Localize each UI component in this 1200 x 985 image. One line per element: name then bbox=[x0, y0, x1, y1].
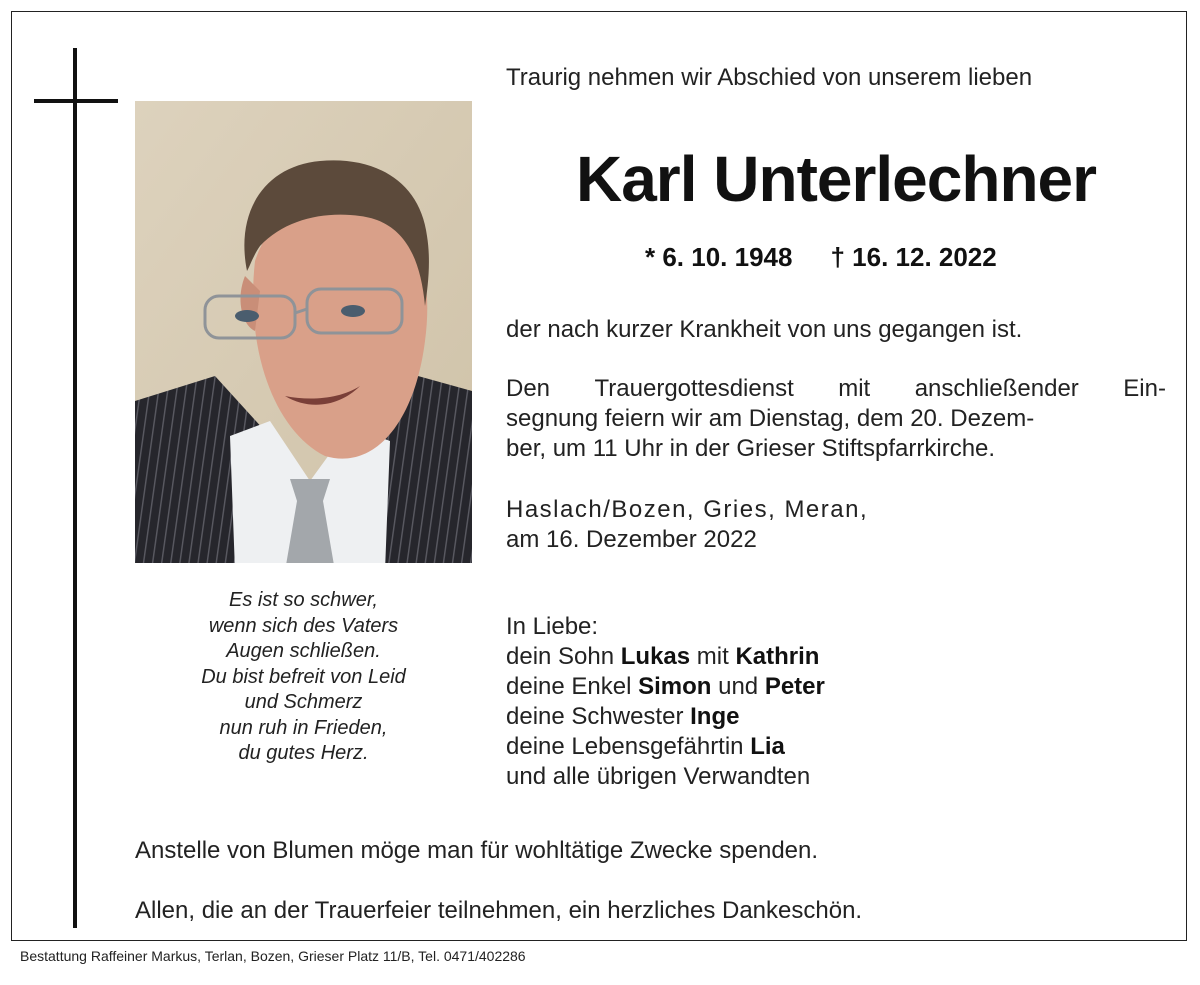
poem-line: Augen schließen. bbox=[226, 640, 381, 662]
relative-name: Kathrin bbox=[735, 643, 820, 670]
life-dates bbox=[645, 242, 997, 273]
place-date bbox=[506, 495, 868, 555]
relation-text: dein Sohn bbox=[506, 643, 621, 670]
family-sister bbox=[506, 702, 825, 732]
funeral-home-footer: Bestattung Raffeiner Markus, Terlan, Bozen, Grieser Platz 11/B, Tel. 0471/402286 bbox=[20, 948, 526, 964]
family-partner bbox=[506, 732, 825, 762]
poem-line: Es ist so schwer, bbox=[229, 589, 378, 611]
donation-note: Anstelle von Blumen möge man für wohltätige Zwecke spenden. bbox=[135, 837, 819, 864]
service-word: Trauergottesdienst bbox=[594, 375, 794, 402]
relation-text: deine Lebensgefährtin bbox=[506, 733, 751, 760]
relative-name: Lukas bbox=[620, 643, 691, 670]
service-word: Den bbox=[506, 375, 551, 402]
service-line bbox=[506, 374, 1166, 404]
relation-text: und bbox=[711, 673, 765, 700]
deceased-name: Karl Unterlechner bbox=[575, 143, 1097, 215]
service-word: anschließender bbox=[914, 375, 1079, 402]
poem-line: wenn sich des Vaters bbox=[208, 614, 399, 637]
death-date: † 16. 12. 2022 bbox=[830, 242, 997, 272]
relative-name: Simon bbox=[638, 673, 712, 700]
birth-date: * 6. 10. 1948 bbox=[645, 242, 793, 272]
cross-icon-bar bbox=[34, 99, 118, 103]
service-line: ber, um 11 Uhr in der Grieser Stiftspfarrkirche. bbox=[506, 435, 996, 462]
relative-name: Inge bbox=[690, 703, 740, 730]
poem-line: Du bist befreit von Leid bbox=[201, 665, 406, 688]
family-others: und alle übrigen Verwandten bbox=[506, 763, 811, 790]
relative-name: Lia bbox=[750, 733, 785, 760]
family-son bbox=[506, 642, 825, 672]
poem bbox=[135, 588, 472, 767]
service-word: mit bbox=[838, 375, 871, 402]
relative-name: Peter bbox=[764, 673, 825, 700]
relation-text: deine Schwester bbox=[506, 703, 691, 730]
date-line: am 16. Dezember 2022 bbox=[506, 526, 757, 553]
service-paragraph bbox=[506, 374, 1166, 464]
service-line: segnung feiern wir am Dienstag, dem 20. Dezem- bbox=[506, 405, 1035, 432]
thanks-note: Allen, die an der Trauerfeier teilnehmen, ein herzliches Dankeschön. bbox=[135, 897, 863, 924]
intro-text: Traurig nehmen wir Abschied von unserem lieben bbox=[506, 64, 1033, 91]
cross-icon bbox=[73, 48, 77, 928]
portrait-photo bbox=[135, 101, 472, 563]
poem-line: und Schmerz bbox=[244, 691, 363, 713]
family-heading: In Liebe: bbox=[506, 613, 599, 640]
family-list bbox=[506, 612, 825, 792]
relation-text: deine Enkel bbox=[506, 673, 639, 700]
poem-line: nun ruh in Frieden, bbox=[219, 716, 388, 739]
passing-text: der nach kurzer Krankheit von uns gegangen ist. bbox=[506, 316, 1023, 343]
family-grandchildren bbox=[506, 672, 825, 702]
poem-line: du gutes Herz. bbox=[238, 742, 369, 764]
relation-text: mit bbox=[690, 643, 736, 670]
service-word: Ein- bbox=[1123, 375, 1166, 402]
place-line: Haslach/Bozen, Gries, Meran, bbox=[506, 496, 869, 523]
